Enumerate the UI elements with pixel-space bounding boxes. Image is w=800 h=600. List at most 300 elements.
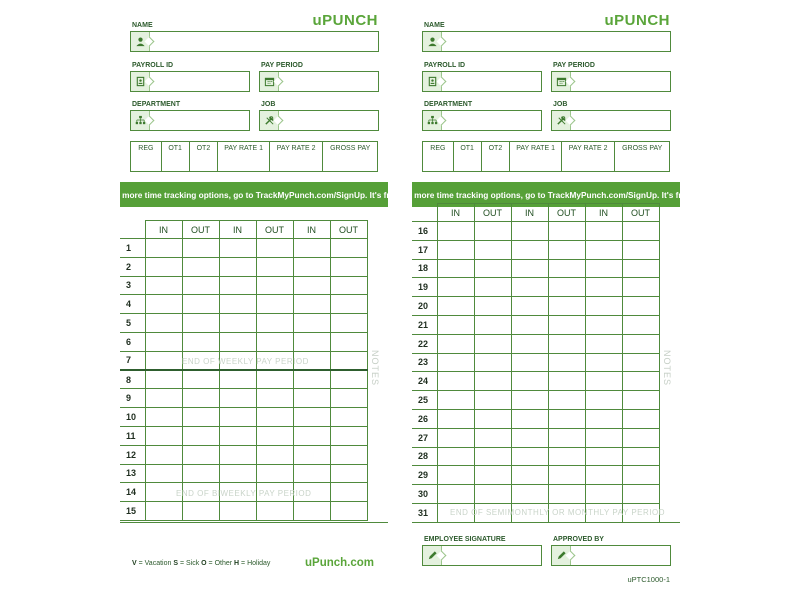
time-cell[interactable]: [182, 257, 219, 276]
time-cell[interactable]: [219, 314, 256, 333]
pay-period-label: PAY PERIOD: [261, 62, 303, 69]
time-cell[interactable]: [511, 409, 548, 428]
table-row: [412, 222, 659, 241]
notes-label: NOTES: [662, 350, 672, 387]
time-cell[interactable]: [548, 447, 585, 466]
time-cell[interactable]: [145, 239, 182, 258]
time-cell[interactable]: [182, 239, 219, 258]
time-cell[interactable]: [437, 353, 474, 372]
time-cell[interactable]: [585, 485, 622, 504]
time-cell[interactable]: [585, 278, 622, 297]
time-cell[interactable]: [145, 426, 182, 445]
time-cell[interactable]: [256, 370, 293, 389]
time-cell[interactable]: [256, 314, 293, 333]
time-cell[interactable]: [437, 297, 474, 316]
time-cell[interactable]: [622, 466, 659, 485]
col-in-2: IN: [511, 204, 548, 222]
tools-icon: [260, 111, 279, 130]
time-cell[interactable]: [511, 466, 548, 485]
time-cell[interactable]: [437, 391, 474, 410]
time-cell[interactable]: [511, 372, 548, 391]
time-cell[interactable]: [219, 257, 256, 276]
time-cell[interactable]: [622, 428, 659, 447]
time-cell[interactable]: [293, 276, 330, 295]
calendar-icon: [552, 72, 571, 91]
time-cell[interactable]: [548, 428, 585, 447]
department-label: DEPARTMENT: [132, 101, 181, 108]
day-number: 25: [412, 391, 437, 410]
pay-col-rate2: PAY RATE 2: [270, 142, 324, 171]
time-cell[interactable]: [330, 351, 367, 370]
pay-col-rate2: PAY RATE 2: [562, 142, 616, 171]
table-row: [120, 332, 367, 351]
time-cell[interactable]: [548, 259, 585, 278]
table-row: [120, 351, 367, 370]
badge-icon: [131, 72, 150, 91]
pay-col-ot1: OT1: [454, 142, 482, 171]
col-in-1: IN: [145, 221, 182, 239]
time-cell[interactable]: [437, 372, 474, 391]
time-cell[interactable]: [293, 314, 330, 333]
day-number: 22: [412, 334, 437, 353]
time-cell[interactable]: [293, 464, 330, 483]
time-cell[interactable]: [330, 445, 367, 464]
pay-col-gross: GROSS PAY: [622, 145, 663, 152]
time-cell[interactable]: [511, 297, 548, 316]
time-cell[interactable]: [622, 391, 659, 410]
time-cell[interactable]: [256, 483, 293, 502]
payroll-id-field[interactable]: [130, 71, 250, 92]
approved-by-label: APPROVED BY: [553, 536, 604, 543]
pay-col-gross: GROSS PAY: [330, 145, 371, 152]
pay-col-rate1: PAY RATE 1: [218, 142, 270, 171]
time-cell[interactable]: [474, 222, 511, 241]
time-cell[interactable]: [622, 222, 659, 241]
monthly-period-marker: END OF SEMIMONTHLY OR MONTHLY PAY PERIOD: [450, 508, 665, 517]
day-number: 27: [412, 428, 437, 447]
table-row: [412, 428, 659, 447]
time-cell[interactable]: [256, 408, 293, 427]
time-cell[interactable]: [145, 314, 182, 333]
time-cell[interactable]: [474, 466, 511, 485]
time-cell[interactable]: [474, 428, 511, 447]
time-cell[interactable]: [293, 408, 330, 427]
time-cell[interactable]: [330, 314, 367, 333]
col-in-3: IN: [293, 221, 330, 239]
time-cell[interactable]: [622, 334, 659, 353]
time-cell[interactable]: [548, 278, 585, 297]
day-number: 26: [412, 409, 437, 428]
department-field[interactable]: [422, 110, 542, 131]
time-cell[interactable]: [293, 502, 330, 521]
col-in-3: IN: [585, 204, 622, 222]
time-cell[interactable]: [511, 240, 548, 259]
pay-col-reg: REG: [423, 142, 454, 171]
timecard-back: [398, 0, 694, 592]
time-cell[interactable]: [330, 332, 367, 351]
day-number: 4: [120, 295, 145, 314]
table-row: [412, 372, 659, 391]
day-number: 23: [412, 353, 437, 372]
table-row: [120, 445, 367, 464]
time-cell[interactable]: [330, 276, 367, 295]
time-cell[interactable]: [511, 259, 548, 278]
day-number: 5: [120, 314, 145, 333]
time-cell[interactable]: [437, 447, 474, 466]
time-cell[interactable]: [474, 409, 511, 428]
table-row: [412, 259, 659, 278]
time-cell[interactable]: [548, 485, 585, 504]
time-cell[interactable]: [437, 222, 474, 241]
time-cell[interactable]: [622, 353, 659, 372]
job-field[interactable]: [259, 110, 379, 131]
time-cell[interactable]: [511, 391, 548, 410]
time-cell[interactable]: [585, 466, 622, 485]
time-cell[interactable]: [256, 389, 293, 408]
time-cell[interactable]: [548, 222, 585, 241]
time-cell[interactable]: [219, 389, 256, 408]
time-cell[interactable]: [256, 239, 293, 258]
time-cell[interactable]: [585, 372, 622, 391]
col-out-3: OUT: [622, 204, 659, 222]
time-cell[interactable]: [437, 409, 474, 428]
table-row: [120, 408, 367, 427]
time-cell[interactable]: [585, 222, 622, 241]
time-cell[interactable]: [437, 278, 474, 297]
time-cell[interactable]: [548, 240, 585, 259]
col-out-2: OUT: [256, 221, 293, 239]
time-cell[interactable]: [330, 389, 367, 408]
time-cell[interactable]: [474, 297, 511, 316]
time-cell[interactable]: [256, 332, 293, 351]
time-cell[interactable]: [182, 370, 219, 389]
col-out-1: OUT: [474, 204, 511, 222]
time-cell[interactable]: [256, 276, 293, 295]
time-cell[interactable]: [622, 240, 659, 259]
time-cell[interactable]: [437, 485, 474, 504]
brand-logo: uPUNCH: [604, 12, 670, 29]
time-cell[interactable]: [585, 353, 622, 372]
day-number: 3: [120, 276, 145, 295]
time-cell[interactable]: [585, 447, 622, 466]
time-cell[interactable]: [511, 315, 548, 334]
time-cell[interactable]: [548, 297, 585, 316]
time-cell[interactable]: [474, 278, 511, 297]
table-row: [412, 485, 659, 504]
time-grid-left: [120, 220, 368, 521]
day-number: 18: [412, 259, 437, 278]
signup-banner[interactable]: For more time tracking options, go to TrackMyPunch.com/SignUp. It's free!: [412, 182, 680, 207]
day-number: 8: [120, 370, 145, 389]
site-link[interactable]: uPunch.com: [305, 557, 375, 569]
day-number: 13: [120, 464, 145, 483]
day-number: 20: [412, 297, 437, 316]
legend-o-key: O: [201, 560, 207, 567]
day-number: 29: [412, 466, 437, 485]
time-cell[interactable]: [219, 445, 256, 464]
time-cell[interactable]: [219, 408, 256, 427]
pay-period-field[interactable]: [259, 71, 379, 92]
time-cell[interactable]: [182, 295, 219, 314]
time-cell[interactable]: [585, 409, 622, 428]
time-cell[interactable]: [145, 483, 182, 502]
time-cell[interactable]: [145, 464, 182, 483]
time-cell[interactable]: [293, 426, 330, 445]
time-cell[interactable]: [585, 428, 622, 447]
time-cell[interactable]: [145, 276, 182, 295]
time-cell[interactable]: [145, 351, 182, 370]
time-cell[interactable]: [145, 295, 182, 314]
time-cell[interactable]: [585, 503, 622, 522]
time-cell[interactable]: [256, 445, 293, 464]
time-cell[interactable]: [145, 389, 182, 408]
day-number: 16: [412, 222, 437, 241]
time-cell[interactable]: [182, 464, 219, 483]
time-cell[interactable]: [293, 389, 330, 408]
time-cell[interactable]: [182, 351, 219, 370]
time-cell[interactable]: [437, 259, 474, 278]
time-cell[interactable]: [548, 409, 585, 428]
day-number: 12: [120, 445, 145, 464]
approved-by-field[interactable]: [551, 545, 671, 566]
person-icon: [423, 32, 442, 51]
table-row: [412, 466, 659, 485]
time-cell[interactable]: [293, 239, 330, 258]
job-label: JOB: [261, 101, 276, 108]
table-row: [412, 240, 659, 259]
time-cell[interactable]: [219, 464, 256, 483]
time-cell[interactable]: [622, 315, 659, 334]
day-number: 10: [120, 408, 145, 427]
time-cell[interactable]: [511, 447, 548, 466]
time-cell[interactable]: [474, 334, 511, 353]
time-cell[interactable]: [622, 297, 659, 316]
pen-icon: [423, 546, 442, 565]
payroll-id-field[interactable]: [422, 71, 542, 92]
time-cell[interactable]: [474, 485, 511, 504]
time-cell[interactable]: [293, 351, 330, 370]
day-number: 1: [120, 239, 145, 258]
legend-s-key: S: [173, 560, 178, 567]
time-cell[interactable]: [622, 447, 659, 466]
time-cell[interactable]: [182, 426, 219, 445]
time-cell[interactable]: [585, 297, 622, 316]
pay-col-rate1: PAY RATE 1: [510, 142, 562, 171]
time-cell[interactable]: [585, 315, 622, 334]
table-row: [412, 297, 659, 316]
time-cell[interactable]: [511, 278, 548, 297]
tools-icon: [552, 111, 571, 130]
time-cell[interactable]: [474, 391, 511, 410]
job-field[interactable]: [551, 110, 671, 131]
pay-period-field[interactable]: [551, 71, 671, 92]
time-cell[interactable]: [622, 259, 659, 278]
table-row: [120, 464, 367, 483]
time-cell[interactable]: [330, 464, 367, 483]
time-cell[interactable]: [437, 466, 474, 485]
time-cell[interactable]: [622, 278, 659, 297]
day-number: 30: [412, 485, 437, 504]
table-row: [120, 295, 367, 314]
form-code: uPTC1000-1: [627, 575, 670, 584]
time-cell[interactable]: [474, 372, 511, 391]
time-cell[interactable]: [437, 503, 474, 522]
time-cell[interactable]: [219, 351, 256, 370]
time-cell[interactable]: [622, 409, 659, 428]
time-cell[interactable]: [145, 408, 182, 427]
table-row: [412, 503, 659, 522]
day-number: 24: [412, 372, 437, 391]
name-field[interactable]: [130, 31, 379, 52]
time-cell[interactable]: [330, 295, 367, 314]
timecard-front: [106, 0, 402, 592]
time-cell[interactable]: [330, 502, 367, 521]
time-cell[interactable]: [585, 240, 622, 259]
time-cell[interactable]: [219, 502, 256, 521]
time-cell[interactable]: [293, 370, 330, 389]
time-cell[interactable]: [219, 295, 256, 314]
calendar-icon: [260, 72, 279, 91]
table-row: [120, 483, 367, 502]
time-cell[interactable]: [474, 315, 511, 334]
time-cell[interactable]: [219, 426, 256, 445]
time-cell[interactable]: [293, 483, 330, 502]
col-out-2: OUT: [548, 204, 585, 222]
time-cell[interactable]: [548, 334, 585, 353]
time-cell[interactable]: [182, 276, 219, 295]
time-cell[interactable]: [511, 222, 548, 241]
table-row: [120, 239, 367, 258]
time-cell[interactable]: [548, 372, 585, 391]
time-cell[interactable]: [256, 426, 293, 445]
time-cell[interactable]: [511, 503, 548, 522]
legend-v-key: V: [132, 560, 137, 567]
time-cell[interactable]: [437, 315, 474, 334]
job-label: JOB: [553, 101, 568, 108]
time-cell[interactable]: [293, 445, 330, 464]
time-cell[interactable]: [256, 295, 293, 314]
person-icon: [131, 32, 150, 51]
department-field[interactable]: [130, 110, 250, 131]
time-cell[interactable]: [330, 408, 367, 427]
org-chart-icon: [423, 111, 442, 130]
col-in-1: IN: [437, 204, 474, 222]
time-cell[interactable]: [256, 351, 293, 370]
time-cell[interactable]: [330, 370, 367, 389]
time-cell[interactable]: [256, 502, 293, 521]
time-cell[interactable]: [219, 239, 256, 258]
day-number: 14: [120, 483, 145, 502]
time-cell[interactable]: [622, 503, 659, 522]
time-cell[interactable]: [145, 257, 182, 276]
time-cell[interactable]: [585, 259, 622, 278]
time-cell[interactable]: [145, 332, 182, 351]
legend-o-text: = Other: [206, 560, 235, 567]
time-cell[interactable]: [182, 445, 219, 464]
table-row: [412, 447, 659, 466]
time-cell[interactable]: [622, 372, 659, 391]
time-cell[interactable]: [256, 464, 293, 483]
time-cell[interactable]: [219, 370, 256, 389]
time-cell[interactable]: [548, 353, 585, 372]
time-cell[interactable]: [182, 502, 219, 521]
badge-icon: [423, 72, 442, 91]
time-cell[interactable]: [474, 259, 511, 278]
name-field[interactable]: [422, 31, 671, 52]
time-cell[interactable]: [219, 276, 256, 295]
day-number: 17: [412, 240, 437, 259]
time-cell[interactable]: [182, 389, 219, 408]
time-cell[interactable]: [548, 315, 585, 334]
col-in-2: IN: [219, 221, 256, 239]
time-cell[interactable]: [548, 503, 585, 522]
time-cell[interactable]: [330, 483, 367, 502]
legend-h-text: = Holiday: [239, 560, 271, 567]
day-number: 15: [120, 502, 145, 521]
day-number: 7: [120, 351, 145, 370]
time-cell[interactable]: [437, 240, 474, 259]
time-cell[interactable]: [182, 483, 219, 502]
name-label: NAME: [424, 22, 445, 29]
org-chart-icon: [131, 111, 150, 130]
time-cell[interactable]: [182, 332, 219, 351]
time-cell[interactable]: [330, 239, 367, 258]
table-row: [120, 426, 367, 445]
time-cell[interactable]: [585, 334, 622, 353]
time-cell[interactable]: [511, 353, 548, 372]
time-cell[interactable]: [293, 257, 330, 276]
table-row: [120, 389, 367, 408]
divider: [412, 522, 680, 523]
time-cell[interactable]: [548, 391, 585, 410]
time-cell[interactable]: [511, 428, 548, 447]
time-cell[interactable]: [219, 332, 256, 351]
time-cell[interactable]: [330, 257, 367, 276]
time-cell[interactable]: [256, 257, 293, 276]
time-cell[interactable]: [437, 428, 474, 447]
time-cell[interactable]: [293, 332, 330, 351]
time-cell[interactable]: [145, 445, 182, 464]
col-out-3: OUT: [330, 221, 367, 239]
day-number: 6: [120, 332, 145, 351]
pay-summary-row: [130, 141, 378, 172]
pay-summary-row: [422, 141, 670, 172]
time-cell[interactable]: [511, 334, 548, 353]
time-cell[interactable]: [145, 502, 182, 521]
time-cell[interactable]: [548, 466, 585, 485]
time-cell[interactable]: [622, 485, 659, 504]
time-cell[interactable]: [437, 334, 474, 353]
time-cell[interactable]: [474, 353, 511, 372]
table-row: [120, 276, 367, 295]
time-cell[interactable]: [219, 483, 256, 502]
table-row: [412, 391, 659, 410]
signup-banner[interactable]: For more time tracking options, go to TrackMyPunch.com/SignUp. It's free!: [120, 182, 388, 207]
time-cell[interactable]: [293, 295, 330, 314]
time-cell[interactable]: [182, 408, 219, 427]
table-row: [412, 353, 659, 372]
employee-signature-field[interactable]: [422, 545, 542, 566]
time-cell[interactable]: [474, 240, 511, 259]
time-cell[interactable]: [474, 447, 511, 466]
time-cell[interactable]: [474, 503, 511, 522]
time-cell[interactable]: [145, 370, 182, 389]
time-cell[interactable]: [182, 314, 219, 333]
time-cell[interactable]: [585, 391, 622, 410]
day-number: 21: [412, 315, 437, 334]
time-cell[interactable]: [511, 485, 548, 504]
time-cell[interactable]: [330, 426, 367, 445]
